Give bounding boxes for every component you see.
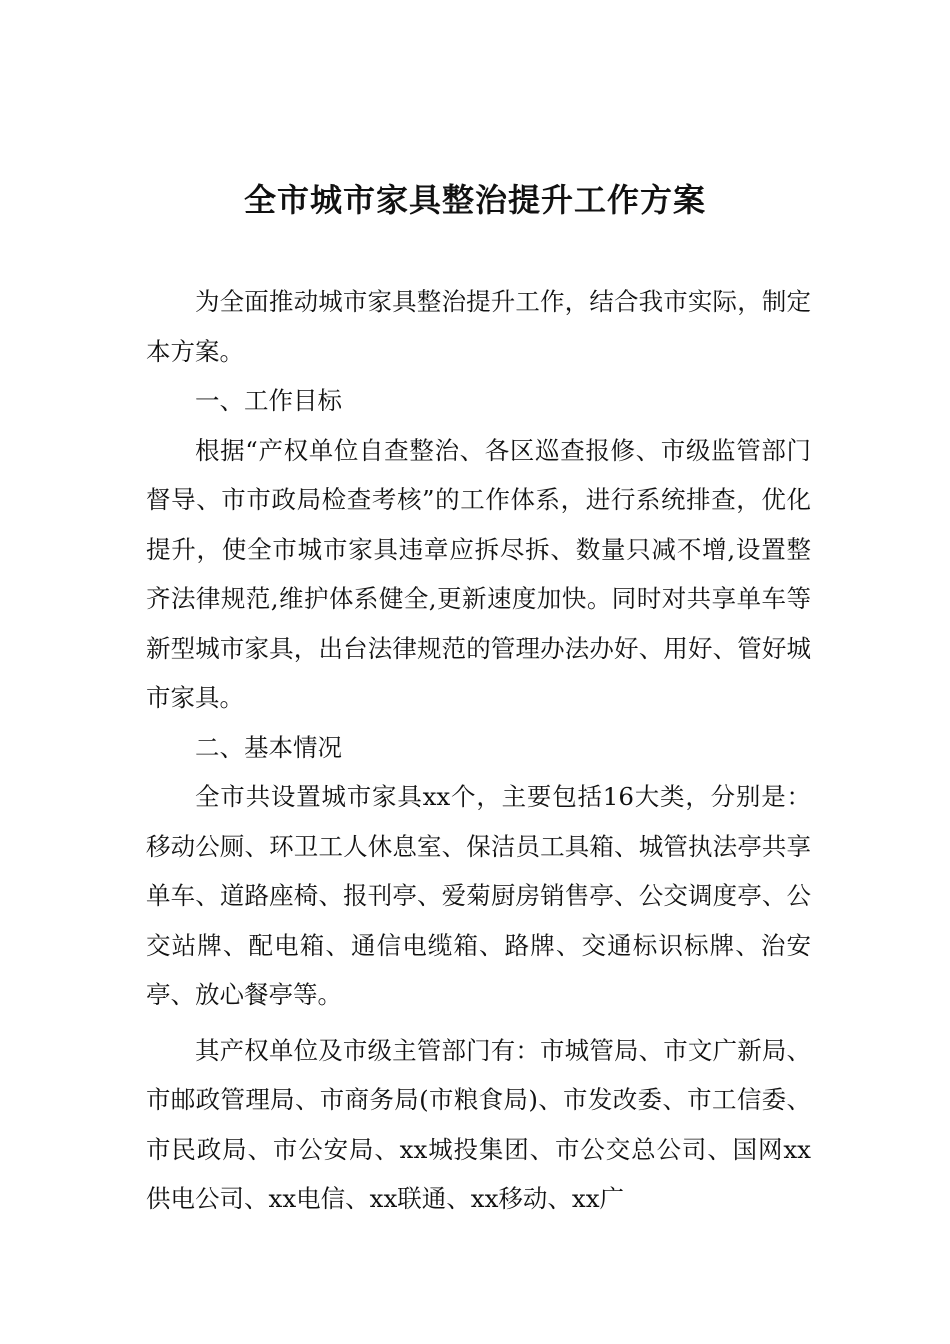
- goals-paragraph: 根据“产权单位自查整治、各区巡查报修、市级监管部门督导、市市政局检查考核”的工作体系，进行系统排查，优化提升，使全市城市家具违章应拆尽拆、数量只减不增,设置整齐法律规范,维护体系健全,更新速度加快。同时对共享单车等新型城市家具，出台法律规范的管理办法办好、用好、管好城市家具。: [146, 435, 811, 712]
- situation-paragraph: 全市共设置城市家具xx个，主要包括16大类，分别是：移动公厕、环卫工人休息室、保洁员工具箱、城管执法亭共享单车、道路座椅、报刊亭、爱菊厨房销售亭、公交调度亭、公交站牌、配电箱、通信电缆箱、路牌、交通标识标牌、治安亭、放心餐亭等。: [146, 782, 811, 1009]
- owners-paragraph: 其产权单位及市级主管部门有：市城管局、市文广新局、市邮政管理局、市商务局(市粮食局)、市发改委、市工信委、市民政局、市公安局、xx城投集团、市公交总公司、国网xx供电公司、xx电信、xx联通、xx移动、xx广: [146, 1035, 811, 1213]
- intro-paragraph: 为全面推动城市家具整治提升工作，结合我市实际，制定本方案。: [146, 287, 811, 366]
- section-heading-basic-situation: 二、基本情况: [195, 732, 342, 762]
- section-heading-goals: 一、工作目标: [195, 386, 342, 415]
- document-body: [146, 277, 811, 1224]
- document-title: 全市城市家具整治提升工作方案: [243, 181, 706, 219]
